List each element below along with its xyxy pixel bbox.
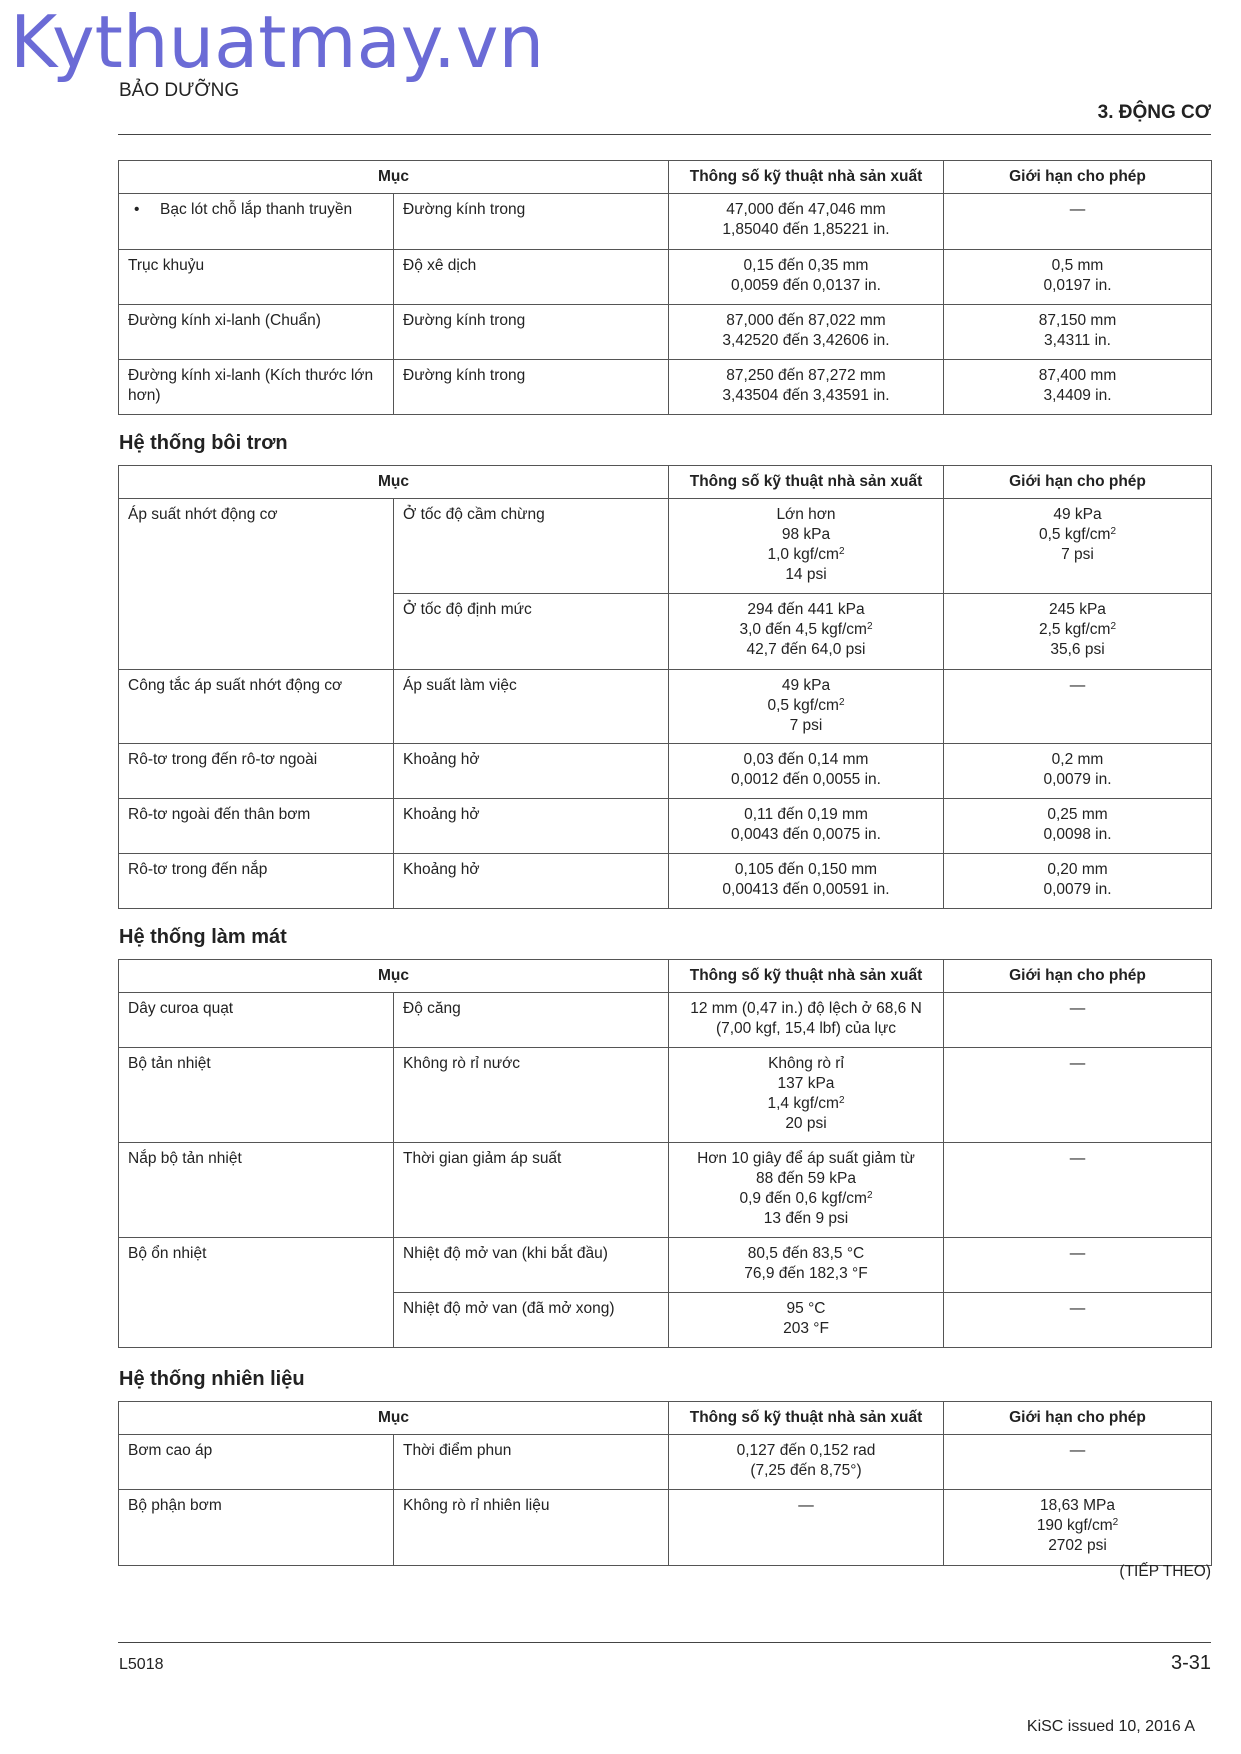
- limit-cell: 0,20 mm 0,0079 in.: [944, 854, 1212, 909]
- sub-item-cell: Thời điểm phun: [394, 1435, 669, 1490]
- sub-item-cell: Thời gian giảm áp suất: [394, 1143, 669, 1238]
- col-header-limit: Giới hạn cho phép: [944, 466, 1212, 499]
- col-header-spec: Thông số kỹ thuật nhà sản xuất: [669, 161, 944, 194]
- footer-model: L5018: [119, 1656, 164, 1673]
- footer-issue: KiSC issued 10, 2016 A: [1026, 1718, 1195, 1735]
- header-chapter-title: 3. ĐỘNG CƠ: [1097, 102, 1211, 123]
- sub-item-cell: Nhiệt độ mở van (đã mở xong): [394, 1293, 669, 1348]
- table-header-row: [119, 1402, 1212, 1435]
- limit-cell: —: [944, 670, 1212, 744]
- bullet-icon: •: [134, 201, 140, 218]
- limit-cell: —: [944, 1143, 1212, 1238]
- item-cell: Bộ phận bơm: [119, 1490, 394, 1566]
- section-title-cooling: Hệ thống làm mát: [119, 926, 287, 948]
- spec-cell: 95 °C 203 °F: [669, 1293, 944, 1348]
- table-row: [119, 799, 1212, 854]
- item-cell: Rô-tơ trong đến rô-tơ ngoài: [119, 744, 394, 799]
- spec-cell: 87,000 đến 87,022 mm 3,42520 đến 3,42606 in.: [669, 305, 944, 360]
- limit-cell: —: [944, 1048, 1212, 1143]
- table-row: [119, 1143, 1212, 1238]
- table-row: [119, 499, 1212, 594]
- table-row: [119, 1490, 1212, 1566]
- col-header-spec: Thông số kỹ thuật nhà sản xuất: [669, 1402, 944, 1435]
- limit-cell: 0,2 mm 0,0079 in.: [944, 744, 1212, 799]
- limit-cell: 0,25 mm 0,0098 in.: [944, 799, 1212, 854]
- item-cell: Nắp bộ tản nhiệt: [119, 1143, 394, 1238]
- item-cell: Bộ ổn nhiệt: [119, 1238, 394, 1348]
- sub-item-cell: Khoảng hở: [394, 744, 669, 799]
- limit-cell: 18,63 MPa 190 kgf/$cm^2$ 2702 psi: [944, 1490, 1212, 1566]
- sub-item-cell: Áp suất làm việc: [394, 670, 669, 744]
- col-header-item: Mục: [119, 960, 669, 993]
- sub-item-cell: Khoảng hở: [394, 854, 669, 909]
- spec-table-engine: [118, 160, 1212, 415]
- sub-item-cell: Khoảng hở: [394, 799, 669, 854]
- limit-cell: —: [944, 194, 1212, 250]
- col-header-item: Mục: [119, 1402, 669, 1435]
- spec-table-lubrication: [118, 465, 1212, 909]
- spec-cell: —: [669, 1490, 944, 1566]
- spec-cell: 0,105 đến 0,150 mm 0,00413 đến 0,00591 in.: [669, 854, 944, 909]
- sub-item-cell: Không rò rỉ nhiên liệu: [394, 1490, 669, 1566]
- spec-cell: 80,5 đến 83,5 °C 76,9 đến 182,3 °F: [669, 1238, 944, 1293]
- table-header-row: [119, 960, 1212, 993]
- table-row: [119, 993, 1212, 1048]
- spec-cell: Không rò rỉ 137 kPa 1,4 kgf/$cm^2$ 20 psi: [669, 1048, 944, 1143]
- item-cell: Rô-tơ ngoài đến thân bơm: [119, 799, 394, 854]
- item-cell: Trục khuỷu: [119, 250, 394, 305]
- limit-cell: 245 kPa 2,5 kgf/$cm^2$ 35,6 psi: [944, 594, 1212, 670]
- item-cell: Công tắc áp suất nhớt động cơ: [119, 670, 394, 744]
- limit-cell: 87,150 mm 3,4311 in.: [944, 305, 1212, 360]
- spec-cell: 294 đến 441 kPa 3,0 đến 4,5 kgf/$cm^2$ 42,7 đến 64,0 psi: [669, 594, 944, 670]
- spec-cell: 0,11 đến 0,19 mm 0,0043 đến 0,0075 in.: [669, 799, 944, 854]
- sub-item-cell: Đường kính trong: [394, 194, 669, 250]
- table-row: [119, 360, 1212, 415]
- table-row: [119, 1435, 1212, 1490]
- header-divider: [118, 134, 1211, 135]
- spec-cell: 0,127 đến 0,152 rad (7,25 đến 8,75°): [669, 1435, 944, 1490]
- spec-cell: 47,000 đến 47,046 mm 1,85040 đến 1,85221 in.: [669, 194, 944, 250]
- col-header-limit: Giới hạn cho phép: [944, 960, 1212, 993]
- item-cell: Đường kính xi-lanh (Chuẩn): [119, 305, 394, 360]
- sub-item-cell: Nhiệt độ mở van (khi bắt đầu): [394, 1238, 669, 1293]
- col-header-limit: Giới hạn cho phép: [944, 161, 1212, 194]
- table-header-row: [119, 161, 1212, 194]
- limit-cell: —: [944, 1238, 1212, 1293]
- table-row: [119, 1048, 1212, 1143]
- col-header-item: Mục: [119, 161, 669, 194]
- table-header-row: [119, 466, 1212, 499]
- sub-item-cell: Không rò rỉ nước: [394, 1048, 669, 1143]
- watermark-logo: Kythuatmay.vn: [10, 0, 545, 84]
- table-row: [119, 854, 1212, 909]
- col-header-item: Mục: [119, 466, 669, 499]
- limit-cell: —: [944, 1435, 1212, 1490]
- item-cell: Bơm cao áp: [119, 1435, 394, 1490]
- sub-item-cell: Đường kính trong: [394, 360, 669, 415]
- limit-cell: —: [944, 1293, 1212, 1348]
- spec-cell: Hơn 10 giây để áp suất giảm từ 88 đến 59 kPa 0,9 đến 0,6 kgf/$cm^2$ 13 đến 9 psi: [669, 1143, 944, 1238]
- table-row: [119, 194, 1212, 250]
- spec-table-cooling: [118, 959, 1212, 1348]
- header-section-label: BẢO DƯỠNG: [119, 80, 240, 101]
- item-cell: Đường kính xi-lanh (Kích thước lớn hơn): [119, 360, 394, 415]
- col-header-spec: Thông số kỹ thuật nhà sản xuất: [669, 960, 944, 993]
- table-row: [119, 250, 1212, 305]
- item-cell: Rô-tơ trong đến nắp: [119, 854, 394, 909]
- footer-divider: [118, 1642, 1211, 1643]
- item-cell: Dây curoa quạt: [119, 993, 394, 1048]
- sub-item-cell: Đường kính trong: [394, 305, 669, 360]
- spec-table-fuel: [118, 1401, 1212, 1566]
- item-cell: Áp suất nhớt động cơ: [119, 499, 394, 670]
- sub-item-cell: Độ xê dịch: [394, 250, 669, 305]
- limit-cell: 49 kPa 0,5 kgf/$cm^2$ 7 psi: [944, 499, 1212, 594]
- sub-item-cell: Ở tốc độ định mức: [394, 594, 669, 670]
- continued-note: (TIẾP THEO): [1119, 1563, 1211, 1580]
- col-header-spec: Thông số kỹ thuật nhà sản xuất: [669, 466, 944, 499]
- spec-cell: 0,03 đến 0,14 mm 0,0012 đến 0,0055 in.: [669, 744, 944, 799]
- spec-cell: 87,250 đến 87,272 mm 3,43504 đến 3,43591 in.: [669, 360, 944, 415]
- spec-cell: 0,15 đến 0,35 mm 0,0059 đến 0,0137 in.: [669, 250, 944, 305]
- footer-page-number: 3-31: [1170, 1652, 1211, 1674]
- limit-cell: 87,400 mm 3,4409 in.: [944, 360, 1212, 415]
- section-title-lubrication: Hệ thống bôi trơn: [119, 432, 288, 454]
- col-header-limit: Giới hạn cho phép: [944, 1402, 1212, 1435]
- table-row: [119, 1238, 1212, 1293]
- table-row: [119, 670, 1212, 744]
- table-row: [119, 744, 1212, 799]
- limit-cell: —: [944, 993, 1212, 1048]
- section-title-fuel: Hệ thống nhiên liệu: [119, 1368, 305, 1390]
- sub-item-cell: Ở tốc độ cầm chừng: [394, 499, 669, 594]
- item-cell: Bộ tản nhiệt: [119, 1048, 394, 1143]
- spec-cell: 49 kPa 0,5 kgf/$cm^2$ 7 psi: [669, 670, 944, 744]
- spec-cell: Lớn hơn 98 kPa 1,0 kgf/$cm^2$ 14 psi: [669, 499, 944, 594]
- limit-cell: 0,5 mm 0,0197 in.: [944, 250, 1212, 305]
- item-cell: • Bạc lót chỗ lắp thanh truyền: [119, 194, 394, 250]
- table-row: [119, 305, 1212, 360]
- sub-item-cell: Độ căng: [394, 993, 669, 1048]
- spec-cell: 12 mm (0,47 in.) độ lệch ở 68,6 N (7,00 kgf, 15,4 lbf) của lực: [669, 993, 944, 1048]
